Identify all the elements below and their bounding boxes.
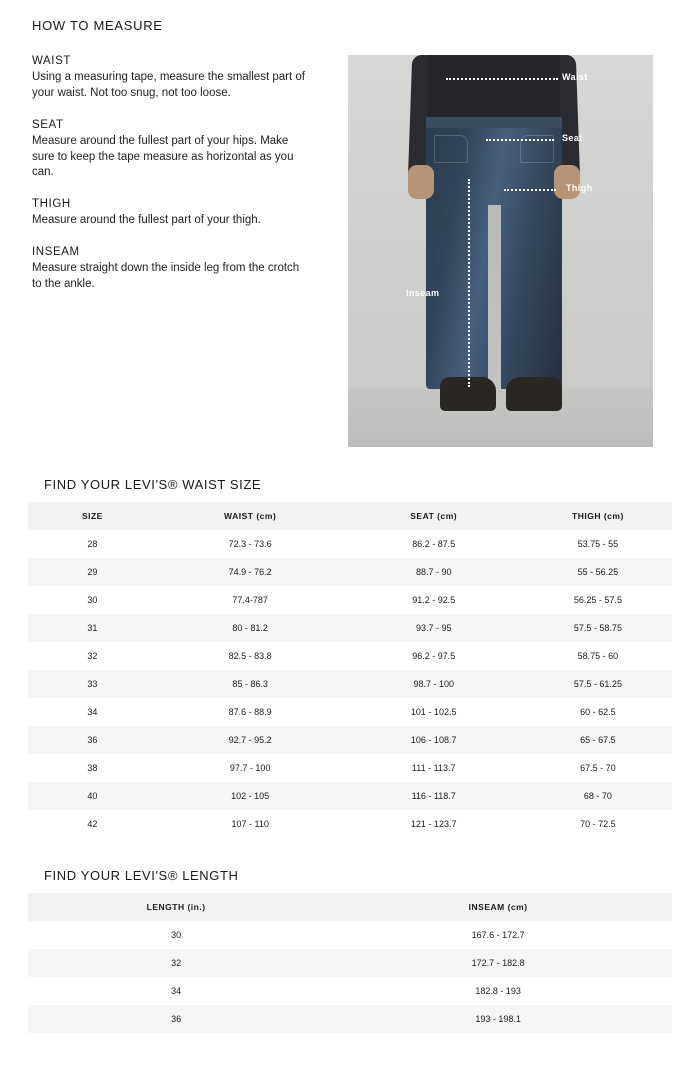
table-row (28, 782, 672, 810)
length-table-header-row (28, 893, 672, 921)
cell-waist: 102 - 105 (157, 782, 344, 810)
cell-seat: 91.2 - 92.5 (344, 586, 524, 614)
photo-label-seat: Seat (562, 133, 583, 143)
how-to-measure-body (30, 55, 670, 447)
measure-block-waist (32, 55, 330, 102)
measure-block-thigh (32, 198, 330, 229)
cell-inseam: 167.6 - 172.7 (324, 921, 672, 949)
cell-size: 29 (28, 558, 157, 586)
cell-seat: 88.7 - 90 (344, 558, 524, 586)
cell-waist: 77.4-787 (157, 586, 344, 614)
cell-size: 32 (28, 642, 157, 670)
measure-text-inseam: Measure straight down the inside leg from the crotch to the ankle. (32, 262, 300, 291)
measure-photo-container (348, 55, 653, 447)
how-to-measure-section (0, 0, 700, 447)
table-row (28, 558, 672, 586)
table-row (28, 670, 672, 698)
waist-table-header-row (28, 502, 672, 530)
cell-waist: 97.7 - 100 (157, 754, 344, 782)
cell-thigh: 70 - 72.5 (524, 810, 672, 838)
length-table-wrap (0, 893, 700, 1033)
cell-seat: 121 - 123.7 (344, 810, 524, 838)
seat-measure-line (486, 139, 554, 141)
cell-waist: 92.7 - 95.2 (157, 726, 344, 754)
measure-heading-seat: SEAT (32, 118, 64, 131)
cell-length: 36 (28, 1005, 324, 1033)
photo-pocket-left (434, 135, 468, 163)
cell-inseam: 172.7 - 182.8 (324, 949, 672, 977)
table-row (28, 642, 672, 670)
table-row (28, 586, 672, 614)
cell-thigh: 58.75 - 60 (524, 642, 672, 670)
length-title: FIND YOUR LEVI'S® LENGTH (44, 868, 239, 883)
cell-thigh: 68 - 70 (524, 782, 672, 810)
waist-size-title: FIND YOUR LEVI'S® WAIST SIZE (44, 477, 262, 492)
cell-waist: 85 - 86.3 (157, 670, 344, 698)
measurement-diagram-photo (348, 55, 653, 447)
cell-size: 36 (28, 726, 157, 754)
cell-length: 30 (28, 921, 324, 949)
table-row (28, 698, 672, 726)
table-row (28, 726, 672, 754)
cell-thigh: 57.5 - 58.75 (524, 614, 672, 642)
length-table (28, 893, 672, 1033)
length-col-length: LENGTH (in.) (28, 893, 324, 921)
waist-col-size: SIZE (28, 502, 157, 530)
length-table-body (28, 921, 672, 1033)
photo-hand-right (554, 165, 580, 199)
cell-waist: 72.3 - 73.6 (157, 530, 344, 558)
how-to-measure-title: HOW TO MEASURE (32, 18, 163, 33)
measure-text-waist: Using a measuring tape, measure the smallest part of your waist. Not too snug, not too loose. (32, 71, 305, 99)
cell-waist: 87.6 - 88.9 (157, 698, 344, 726)
cell-seat: 86.2 - 87.5 (344, 530, 524, 558)
cell-thigh: 60 - 62.5 (524, 698, 672, 726)
cell-seat: 116 - 118.7 (344, 782, 524, 810)
cell-inseam: 182.8 - 193 (324, 977, 672, 1005)
photo-shirt (428, 55, 560, 123)
measure-heading-waist: WAIST (32, 55, 71, 67)
measure-block-seat (32, 119, 330, 182)
cell-seat: 98.7 - 100 (344, 670, 524, 698)
table-row (28, 949, 672, 977)
cell-length: 34 (28, 977, 324, 1005)
waist-table-wrap (0, 502, 700, 838)
cell-size: 40 (28, 782, 157, 810)
photo-shoe-right (506, 377, 562, 411)
measure-block-inseam (32, 246, 330, 293)
cell-thigh: 57.5 - 61.25 (524, 670, 672, 698)
cell-size: 31 (28, 614, 157, 642)
cell-seat: 93.7 - 95 (344, 614, 524, 642)
cell-size: 42 (28, 810, 157, 838)
cell-size: 38 (28, 754, 157, 782)
inseam-measure-line (468, 179, 470, 387)
cell-size: 34 (28, 698, 157, 726)
cell-thigh: 67.5 - 70 (524, 754, 672, 782)
cell-waist: 107 - 110 (157, 810, 344, 838)
photo-label-waist: Waist (562, 72, 588, 82)
thigh-measure-line (504, 189, 556, 191)
cell-waist: 80 - 81.2 (157, 614, 344, 642)
measure-text-seat: Measure around the fullest part of your hips. Make sure to keep the tape measure as horizontal as you can. (32, 134, 294, 179)
cell-seat: 101 - 102.5 (344, 698, 524, 726)
table-row (28, 614, 672, 642)
length-col-inseam: INSEAM (cm) (324, 893, 672, 921)
photo-floor (348, 387, 653, 447)
cell-waist: 74.9 - 76.2 (157, 558, 344, 586)
table-row (28, 754, 672, 782)
waist-col-waist: WAIST (cm) (157, 502, 344, 530)
cell-size: 28 (28, 530, 157, 558)
cell-waist: 82.5 - 83.8 (157, 642, 344, 670)
table-row (28, 1005, 672, 1033)
waist-size-table (28, 502, 672, 838)
cell-size: 30 (28, 586, 157, 614)
waist-col-thigh: THIGH (cm) (524, 502, 672, 530)
cell-seat: 106 - 108.7 (344, 726, 524, 754)
measure-text-thigh: Measure around the fullest part of your thigh. (32, 214, 261, 227)
waist-col-seat: SEAT (cm) (344, 502, 524, 530)
cell-thigh: 55 - 56.25 (524, 558, 672, 586)
photo-label-inseam: Inseam (406, 288, 440, 298)
cell-length: 32 (28, 949, 324, 977)
photo-hand-left (408, 165, 434, 199)
table-row (28, 530, 672, 558)
cell-inseam: 193 - 198.1 (324, 1005, 672, 1033)
waist-table-body (28, 530, 672, 838)
waist-measure-line (446, 78, 558, 80)
cell-seat: 96.2 - 97.5 (344, 642, 524, 670)
measure-heading-thigh: THIGH (32, 198, 71, 211)
measure-instructions (30, 55, 330, 310)
table-row (28, 977, 672, 1005)
table-row (28, 810, 672, 838)
table-row (28, 921, 672, 949)
bottom-spacer (0, 1033, 700, 1075)
cell-thigh: 53.75 - 55 (524, 530, 672, 558)
measure-heading-inseam: INSEAM (32, 246, 80, 259)
photo-label-thigh: Thigh (566, 183, 593, 193)
cell-thigh: 65 - 67.5 (524, 726, 672, 754)
cell-size: 33 (28, 670, 157, 698)
cell-thigh: 56.25 - 57.5 (524, 586, 672, 614)
cell-seat: 111 - 113.7 (344, 754, 524, 782)
photo-belt (426, 117, 562, 128)
